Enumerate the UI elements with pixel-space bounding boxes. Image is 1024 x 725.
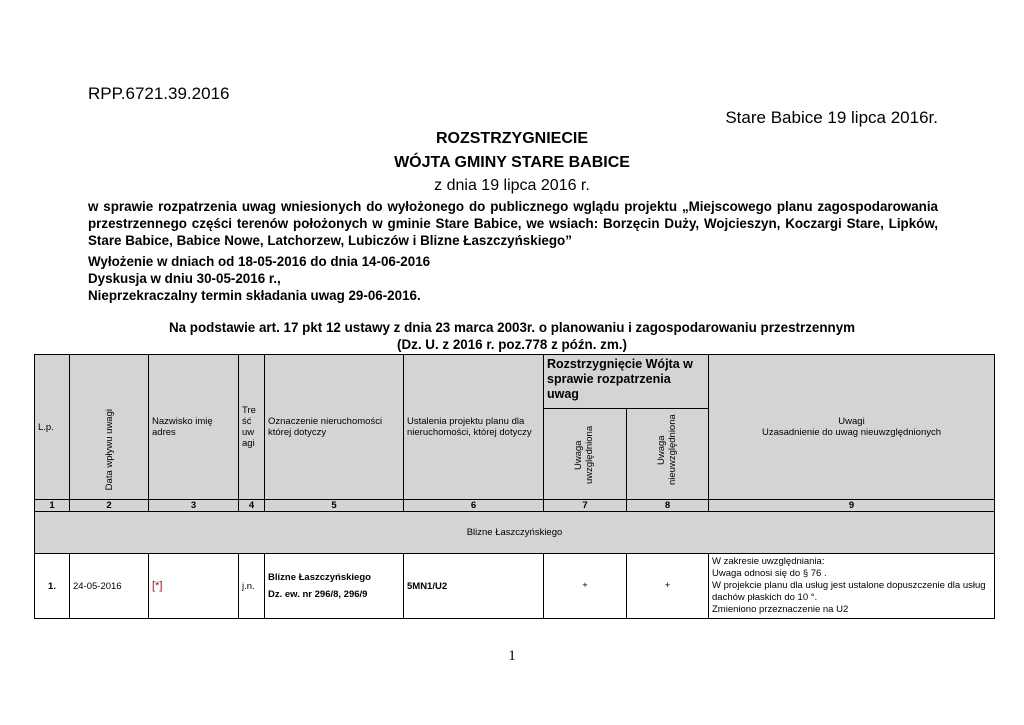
document-authority: WÓJTA GMINY STARE BABICE — [394, 154, 630, 171]
row-remarks-line: W zakresie uwzględniania: — [712, 556, 825, 567]
row-accepted-mark: + — [544, 554, 627, 619]
submission-deadline: Nieprzekraczalny termin składania uwag 29-06-2016. — [88, 288, 421, 303]
page-number: 1 — [508, 648, 516, 664]
header-rejected-label: Uwaga nieuwzględniona — [655, 414, 678, 486]
header-date — [70, 355, 149, 500]
table-row — [35, 554, 995, 619]
header-rejected — [627, 409, 709, 500]
legal-basis: Na podstawie art. 17 pkt 12 ustawy z dnia 23 marca 2003r. o planowaniu i zagospodarowaniu przestrzennym — [168, 320, 856, 335]
row-content: j.n. — [239, 554, 265, 619]
header-accepted-label: Uwaga uwzględniona — [573, 425, 595, 485]
column-number: 9 — [709, 500, 995, 512]
header-plan: Ustalenia projektu planu dla nieruchomości, której dotyczy — [404, 355, 544, 500]
column-number: 1 — [35, 500, 70, 512]
section-title: Blizne Łaszczyńskiego — [35, 512, 995, 554]
column-number: 4 — [239, 500, 265, 512]
legal-citation: (Dz. U. z 2016 r. poz.778 z późn. zm.) — [397, 337, 627, 352]
header-lp: L.p. — [35, 355, 70, 500]
document-title: ROZSTRZYGNIECIE — [435, 130, 588, 147]
header-remarks — [709, 355, 995, 500]
discussion-date: Dyskusja w dniu 30-05-2016 r., — [88, 271, 281, 286]
header-remarks-sub: Uzasadnienie do uwag nieuwzględnionych — [761, 427, 942, 438]
place-date: Stare Babice 19 lipca 2016r. — [725, 108, 938, 127]
header-accepted — [544, 409, 627, 500]
header-property: Oznaczenie nieruchomości której dotyczy — [265, 355, 404, 500]
column-numbers-row — [35, 500, 995, 512]
row-name-redacted: [*] — [152, 580, 163, 592]
header-row — [35, 355, 995, 409]
column-number: 2 — [70, 500, 149, 512]
column-number: 5 — [265, 500, 404, 512]
row-rejected-mark: + — [627, 554, 709, 619]
header-content: Tre ść uw agi — [239, 355, 265, 500]
exposure-period: Wyłożenie w dniach od 18-05-2016 do dnia 14-06-2016 — [88, 254, 431, 269]
row-remarks-line: W projekcie planu dla usług jest ustalone dopuszczenie dla usług dachów płaskich do 10 °. — [712, 580, 986, 603]
column-number: 7 — [544, 500, 627, 512]
row-remarks — [709, 554, 995, 619]
row-name — [149, 554, 239, 619]
row-property-location: Blizne Łaszczyńskiego — [268, 572, 371, 583]
row-lp: 1. — [35, 554, 70, 619]
header-name: Nazwisko imię adres — [149, 355, 239, 500]
row-remarks-line: Uwaga odnosi się do § 76 . — [712, 568, 827, 579]
column-number: 6 — [404, 500, 544, 512]
row-plan: 5MN1/U2 — [404, 554, 544, 619]
header-remarks-title: Uwagi — [838, 416, 865, 427]
column-number: 3 — [149, 500, 239, 512]
reference-number: RPP.6721.39.2016 — [88, 84, 230, 103]
row-property-parcels: Dz. ew. nr 296/8, 296/9 — [268, 589, 368, 600]
header-decision: Rozstrzygnięcie Wójta w sprawie rozpatrzenia uwag — [544, 355, 709, 409]
document-date: z dnia 19 lipca 2016 r. — [434, 177, 590, 194]
section-row — [35, 512, 995, 554]
row-date: 24-05-2016 — [70, 554, 149, 619]
remarks-table — [34, 354, 995, 619]
header-date-label: Data wpływu uwagi — [103, 408, 115, 490]
document-subject: w sprawie rozpatrzenia uwag wniesionych do wyłożonego do publicznego wglądu projektu „Miejscowego planu zagospodarowania przestrzennego części terenów położonych w gminie Stare Babice, we wsiach: Borzęcin Duży, Wojcieszyn, Koczargi Stare, Lipków, Stare Babice, Babice Nowe, Latchorzew, Lubiczów i Blizne Łaszczyńskiego” — [88, 199, 938, 248]
row-remarks-line: Zmieniono przeznaczenie na U2 — [712, 604, 849, 615]
row-property — [265, 554, 404, 619]
column-number: 8 — [627, 500, 709, 512]
